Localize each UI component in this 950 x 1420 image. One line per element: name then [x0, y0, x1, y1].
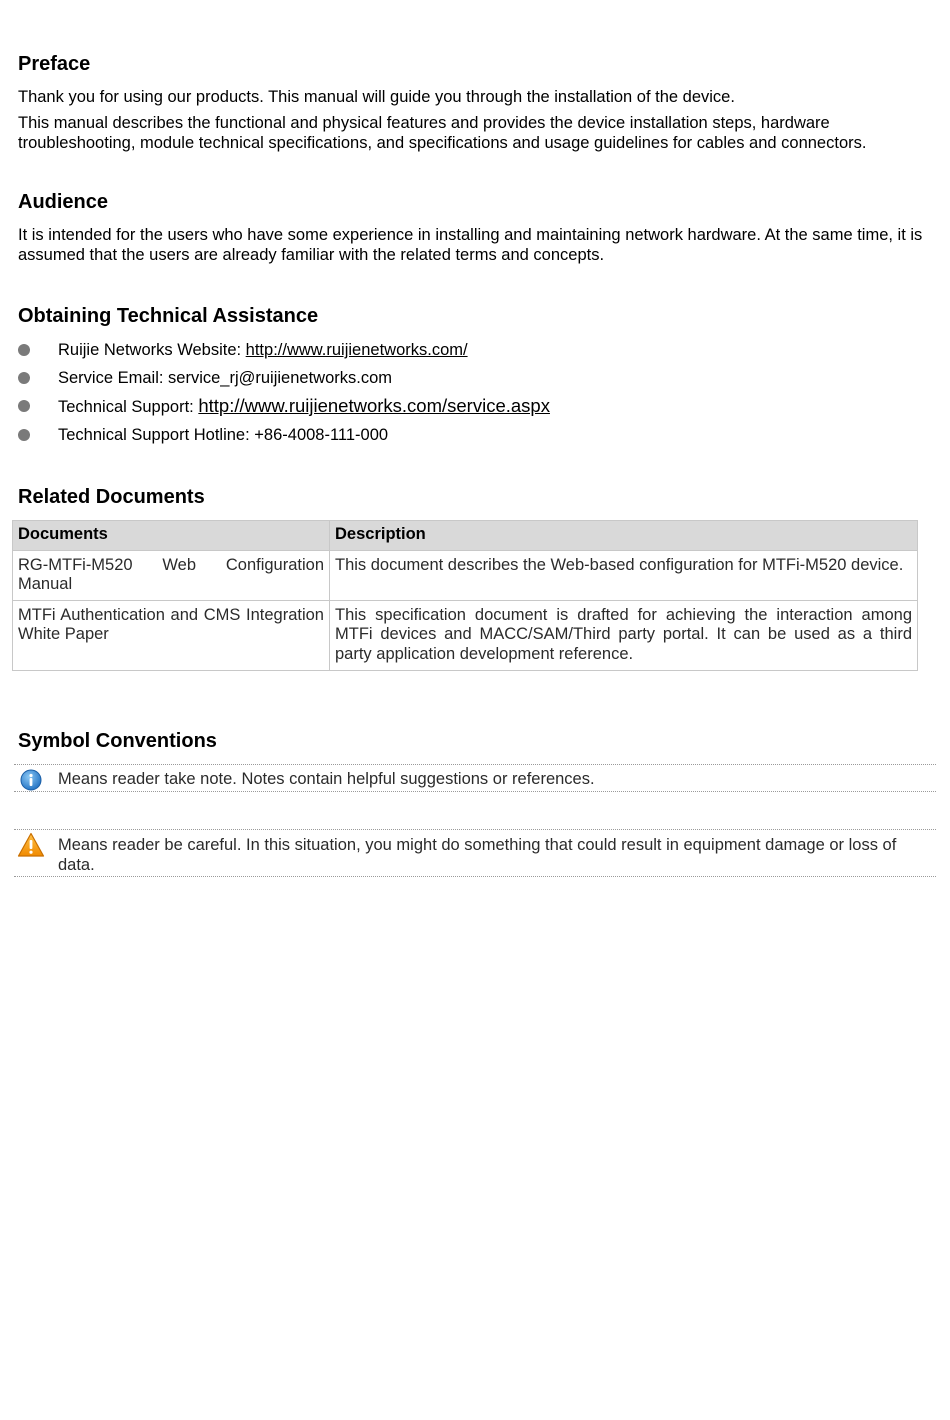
preface-paragraph-2: This manual describes the functional and physical features and provides the device installation steps, hardware troubleshooting, module technical specifications, and specifications and usage guidelines for cables and connectors. [18, 114, 867, 152]
email-value: service_rj@ruijienetworks.com [168, 369, 393, 387]
conventions-heading: Symbol Conventions [18, 730, 217, 752]
support-link[interactable]: http://www.ruijienetworks.com/service.aspx [198, 395, 550, 416]
website-link[interactable]: http://www.ruijienetworks.com/ [245, 341, 468, 359]
column-header-description: Description [330, 521, 918, 551]
related-heading: Related Documents [18, 486, 205, 508]
divider [14, 764, 936, 765]
preface-paragraph-1: Thank you for using our products. This manual will guide you through the installation of the device. [18, 88, 735, 106]
document-description-cell: This specification document is drafted for achieving the interaction among MTFi devices and MACC/SAM/Third party portal. It can be used as a third party application development reference. [330, 600, 918, 670]
audience-heading: Audience [18, 191, 109, 213]
hotline-value: +86-4008-111-000 [254, 426, 389, 444]
support-label: Technical Support: [58, 398, 199, 416]
hotline-label: Technical Support Hotline: [58, 426, 255, 444]
warning-description: Means reader be careful. In this situation, you might do something that could result in equipment damage or loss of data. [58, 836, 897, 874]
divider [14, 876, 936, 877]
column-header-documents: Documents [13, 521, 330, 551]
note-description: Means reader take note. Notes contain helpful suggestions or references. [58, 770, 595, 788]
table-header-row [13, 521, 918, 551]
email-label: Service Email: [58, 369, 169, 387]
bullet-icon [18, 400, 30, 412]
website-label: Ruijie Networks Website: [58, 341, 246, 359]
document-name-cell: MTFi Authentication and CMS Integration White Paper [13, 600, 330, 670]
audience-paragraph: It is intended for the users who have some experience in installing and maintaining network hardware. At the same time, it is assumed that the users are already familiar with the related terms and concepts. [18, 226, 923, 264]
table-row [13, 550, 918, 600]
assistance-heading: Obtaining Technical Assistance [18, 305, 319, 327]
bullet-icon [18, 429, 30, 441]
bullet-icon [18, 372, 30, 384]
divider [14, 829, 936, 830]
table-row [13, 600, 918, 670]
preface-heading: Preface [18, 53, 91, 75]
bullet-icon [18, 344, 30, 356]
document-description-cell: This document describes the Web-based configuration for MTFi-M520 device. [330, 550, 918, 600]
related-documents-table [12, 520, 918, 671]
document-name-cell: RG-MTFi-M520 Web Configuration Manual [13, 550, 330, 600]
warning-icon [17, 832, 45, 863]
divider [14, 791, 936, 792]
